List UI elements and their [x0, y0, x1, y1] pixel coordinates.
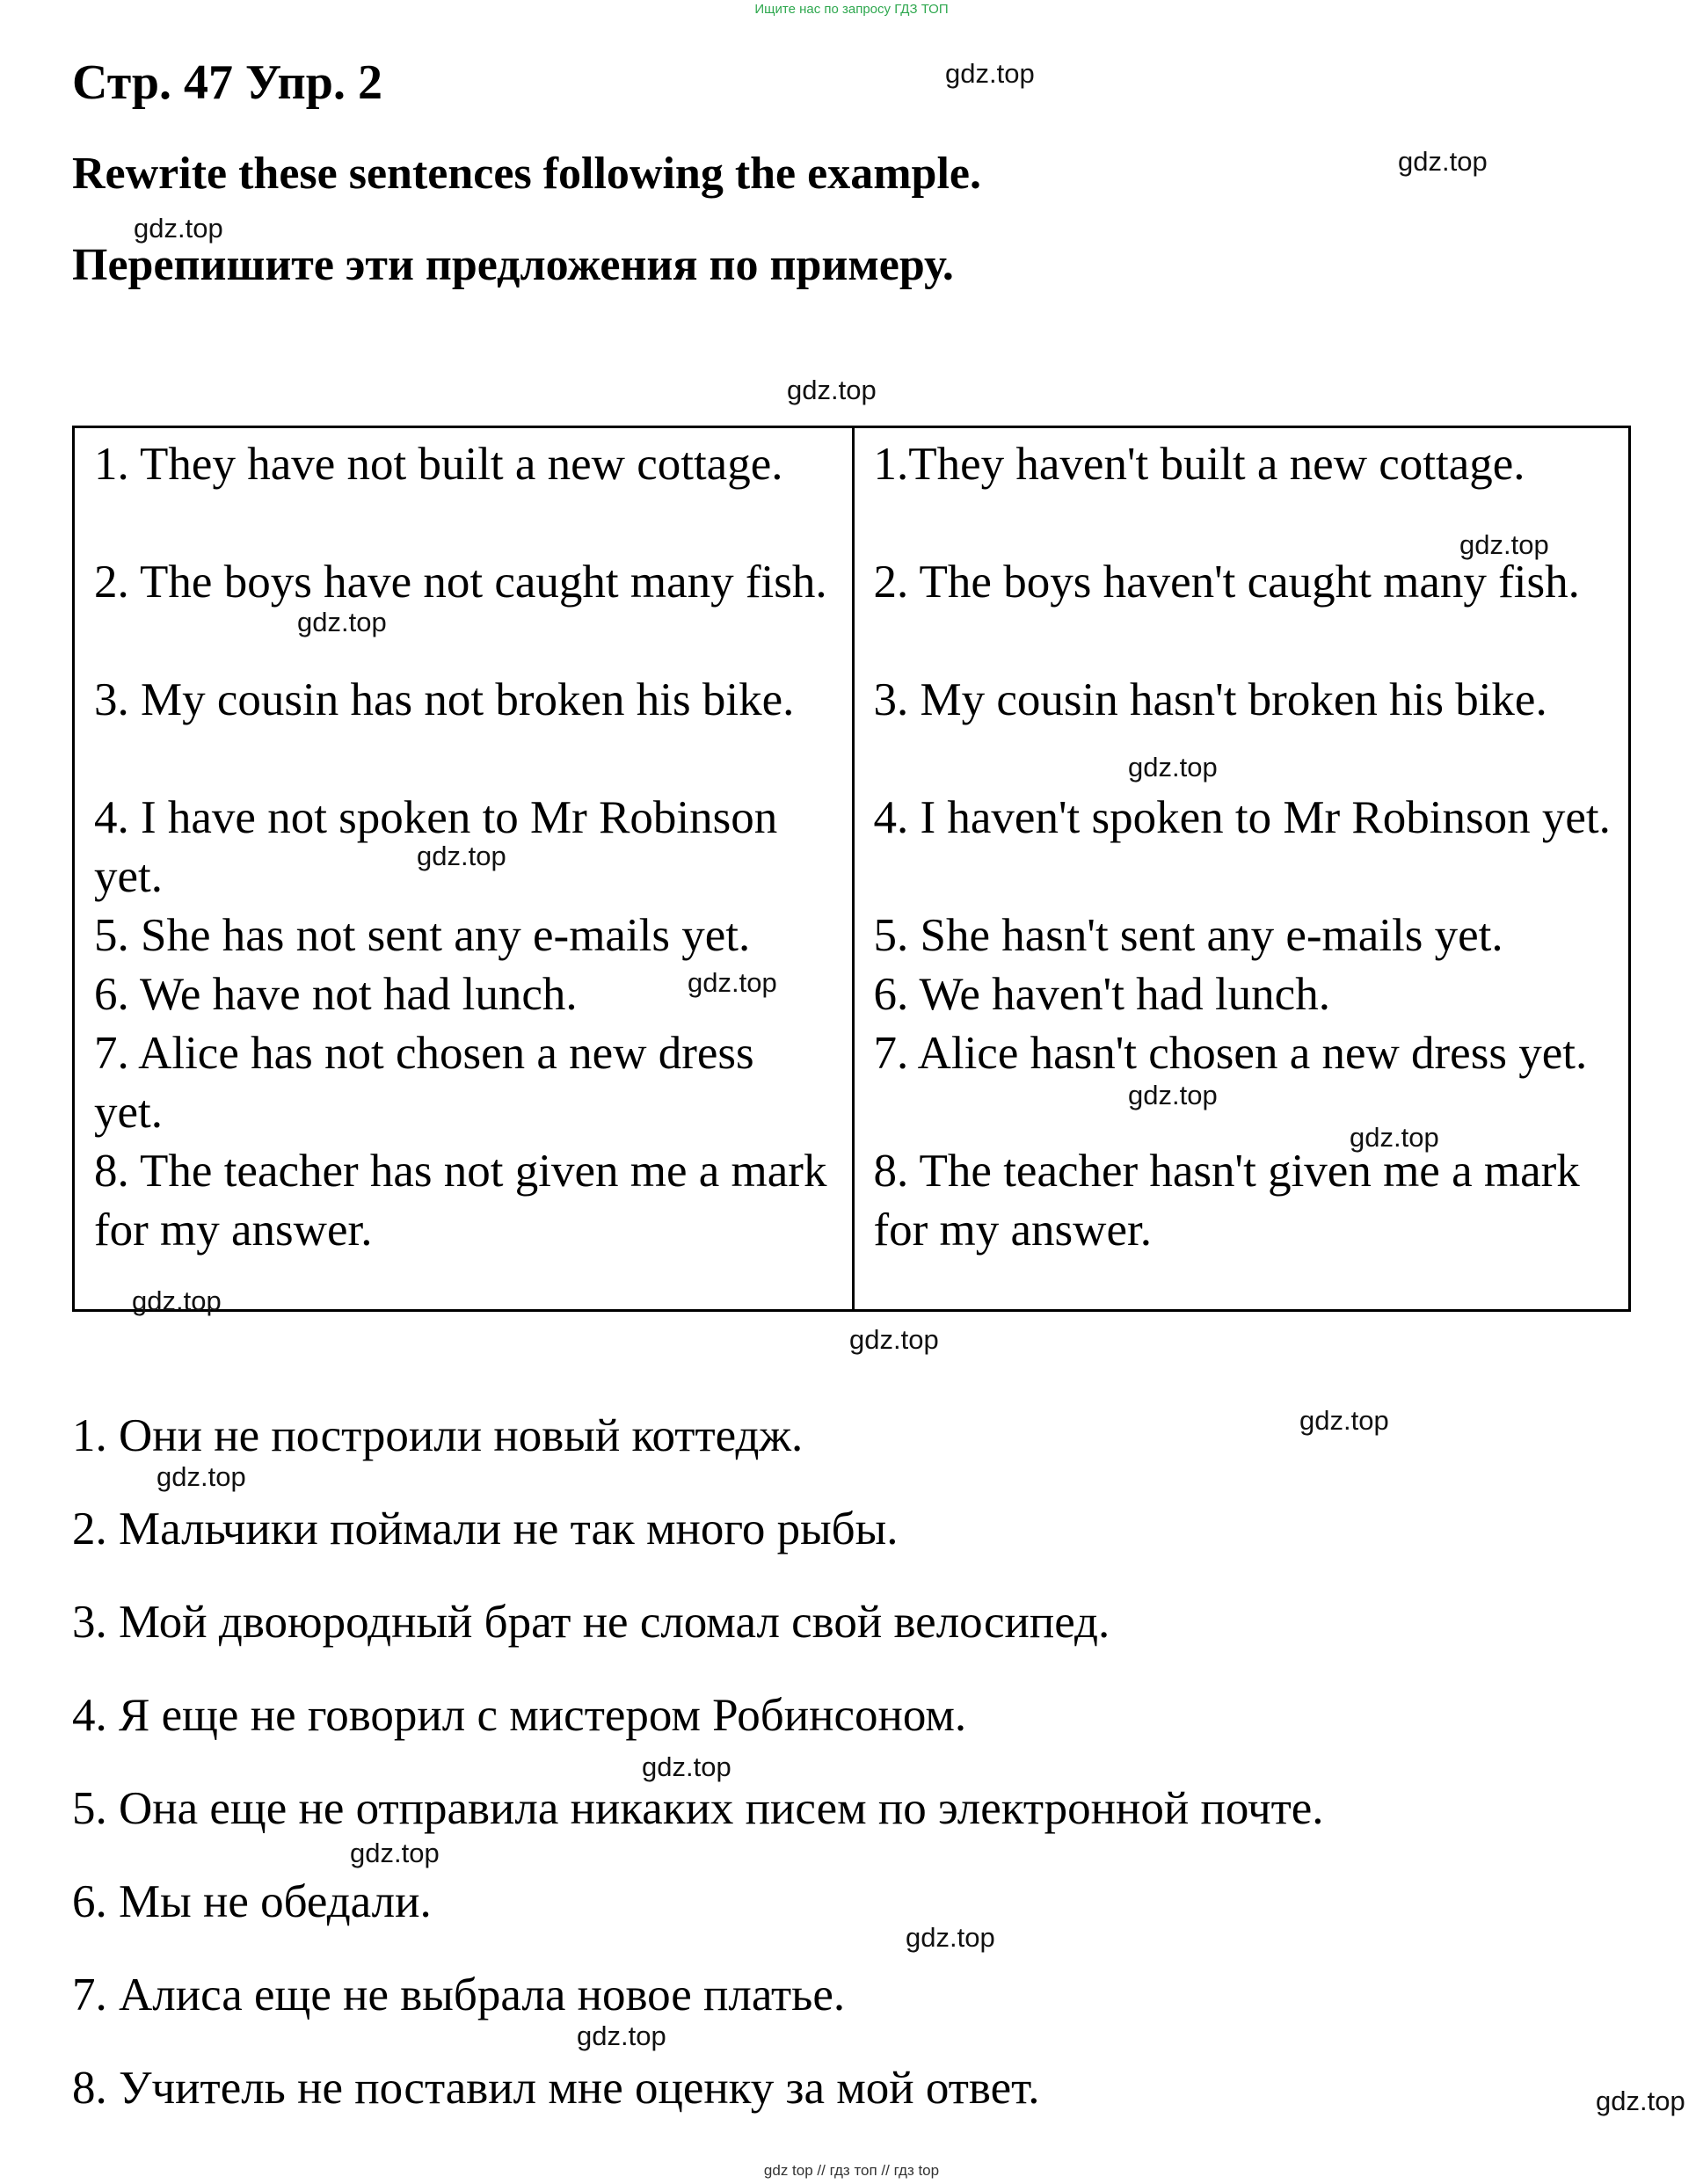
translation-line: 6. Мы не обедали. [72, 1876, 432, 1927]
contracted-sentence: 2. The boys haven't caught many fish. [873, 557, 1580, 608]
contracted-sentence: 3. My cousin hasn't broken his bike. [873, 674, 1547, 725]
translation-line: 4. Я еще не говорил с мистером Робинсоном. [72, 1690, 967, 1741]
original-sentence: 6. We have not had lunch. [94, 969, 578, 1020]
watermark: gdz.top [1128, 752, 1218, 783]
contracted-sentence: 8. The teacher hasn't given me a mark for my answer. [873, 1146, 1580, 1256]
original-sentence: 1. They have not built a new cottage. [94, 439, 783, 490]
watermark: gdz.top [297, 607, 387, 637]
watermark: gdz.top [787, 375, 877, 405]
original-sentence: 2. The boys have not caught many fish. [94, 557, 827, 608]
footer: gdz top // гдз топ // гдз top [763, 2162, 940, 2179]
contracted-sentence: 5. She hasn't sent any e-mails yet. [873, 910, 1503, 961]
watermark: gdz.top [642, 1751, 731, 1782]
watermark: gdz.top [1398, 146, 1488, 177]
translation-line: 8. Учитель не поставил мне оценку за мой ответ. [72, 2063, 1040, 2114]
original-sentence: 8. The teacher has not given me a mark for my answer. [94, 1146, 827, 1256]
watermark: gdz.top [1299, 1405, 1389, 1436]
original-sentence: 7. Alice has not chosen a new dress yet. [94, 1028, 754, 1138]
watermark: gdz.top [577, 2020, 666, 2051]
translation-line: 1. Они не построили новый коттедж. [72, 1410, 804, 1461]
contracted-sentence: 4. I haven't spoken to Mr Robinson yet. [873, 792, 1611, 843]
watermark: gdz.top [1350, 1122, 1439, 1153]
original-sentence: 4. I have not spoken to Mr Robinson yet. [94, 792, 778, 902]
watermark: gdz.top [417, 841, 506, 871]
watermark: gdz.top [688, 967, 777, 998]
contracted-sentence: 1.They haven't built a new cottage. [873, 439, 1525, 490]
original-sentence: 3. My cousin has not broken his bike. [94, 674, 795, 725]
translation-line: 2. Мальчики поймали не так много рыбы. [72, 1503, 899, 1554]
watermark: gdz.top [1128, 1080, 1218, 1110]
page-title: Стр. 47 Упр. 2 [72, 55, 382, 110]
watermark: gdz.top [134, 213, 223, 244]
original-sentence: 5. She has not sent any e-mails yet. [94, 910, 751, 961]
watermark: gdz.top [350, 1838, 440, 1868]
translation-line: 5. Она еще не отправила никаких писем по электронной почте. [72, 1783, 1324, 1834]
top-banner: Ищите нас по запросу ГДЗ ТОП [754, 2, 949, 17]
watermark: gdz.top [945, 58, 1035, 89]
contracted-sentence: 7. Alice hasn't chosen a new dress yet. [873, 1028, 1588, 1079]
contracted-sentence: 6. We haven't had lunch. [873, 969, 1330, 1020]
watermark: gdz.top [849, 1324, 939, 1355]
translation-line: 3. Мой двоюродный брат не сломал свой велосипед. [72, 1597, 1110, 1648]
watermark: gdz.top [1596, 2086, 1685, 2116]
watermark: gdz.top [1459, 529, 1549, 560]
watermark: gdz.top [132, 1285, 222, 1316]
answer-table [72, 426, 1631, 1312]
instruction-english: Rewrite these sentences following the example. [72, 149, 981, 199]
instruction-russian: Перепишите эти предложения по примеру. [72, 240, 954, 290]
watermark: gdz.top [906, 1922, 995, 1953]
watermark: gdz.top [156, 1461, 246, 1492]
translation-line: 7. Алиса еще не выбрала новое платье. [72, 1969, 846, 2020]
